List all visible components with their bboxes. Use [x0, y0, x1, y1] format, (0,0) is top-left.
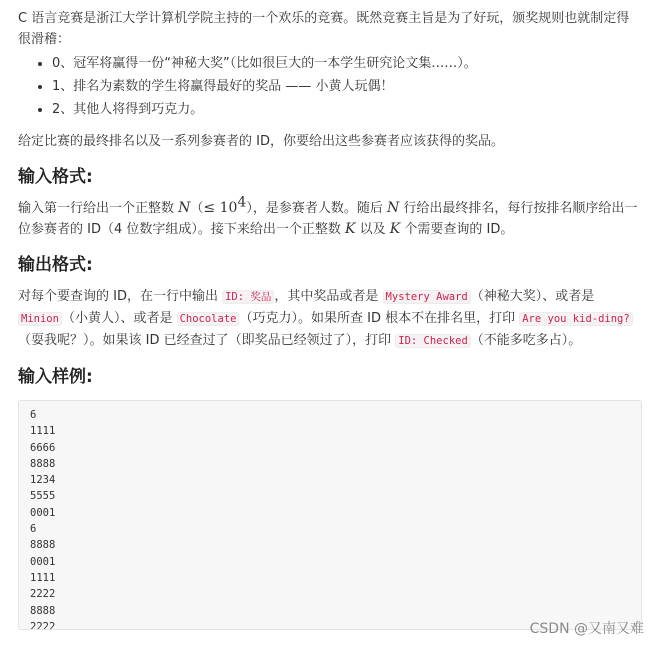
- input-format-paragraph: [18, 194, 642, 240]
- sample-line: 2222: [30, 588, 56, 601]
- output-format-heading: 输出格式:: [18, 255, 93, 275]
- math-var-k: K: [389, 221, 401, 237]
- sample-line: 1234: [30, 474, 56, 487]
- rule-item: • 2、其他人将得到巧克力。: [52, 98, 642, 121]
- watermark: CSDN @又南又难: [529, 621, 644, 637]
- math-le: ≤ 10: [203, 200, 238, 216]
- text: ），是参赛者人数。随后: [246, 201, 387, 216]
- math-exponent: 4: [237, 194, 247, 211]
- text: 输入第一行给出一个正整数: [18, 201, 179, 216]
- text: （: [190, 201, 204, 216]
- text: （耍我呢？）。如果该 ID 已经查过了（即奖品已经领过了），打印: [18, 333, 396, 348]
- code-id-checked: ID: Checked: [395, 334, 471, 348]
- sample-line: 8888: [30, 539, 56, 552]
- text: 对每个要查询的 ID，在一行中输出: [18, 289, 223, 304]
- code-minion: Minion: [18, 312, 62, 326]
- sample-input-heading: 输入样例:: [18, 367, 93, 387]
- intro-paragraph: C 语言竞赛是浙江大学计算机学院主持的一个欢乐的竞赛。既然竞赛主旨是为了好玩，颁奖规则也就制定得很滑稽：: [18, 11, 630, 47]
- sample-line: 0001: [30, 506, 56, 519]
- text: （神秘大奖）、或者是: [470, 289, 595, 304]
- text: 行给出最终排名，每行按排名顺序给出一位参赛者的 ID（4 位数字组成）。接下来给出一个正整数: [18, 201, 638, 237]
- input-format-heading: 输入格式:: [18, 167, 93, 187]
- text: 以及: [355, 222, 390, 237]
- sample-line: 8888: [30, 457, 56, 470]
- sample-input-code-block[interactable]: [18, 400, 642, 630]
- sample-line: 1111: [30, 571, 56, 584]
- code-are-you-kidding: Are you kid-ding?: [519, 312, 632, 326]
- text: 个需要查询的 ID。: [400, 222, 514, 237]
- sample-line: 5555: [30, 490, 56, 503]
- text: （不能多吃多占）。: [470, 333, 582, 348]
- code-id-prize: ID: 奖品: [222, 290, 274, 304]
- task-paragraph: 给定比赛的最终排名以及一系列参赛者的 ID，你要给出这些参赛者应该获得的奖品。: [18, 134, 504, 149]
- sample-line: 2222: [30, 620, 56, 630]
- rules-list: [18, 52, 642, 121]
- sample-line: 0001: [30, 555, 56, 568]
- rule-item: • 1、排名为素数的学生将赢得最好的奖品 —— 小黄人玩偶！: [52, 75, 642, 98]
- output-format-paragraph: [18, 286, 642, 352]
- text: ，其中奖品或者是: [274, 289, 383, 304]
- rule-item: • 0、冠军将赢得一份“神秘大奖”（比如很巨大的一本学生研究论文集……）。: [52, 52, 642, 75]
- code-mystery-award: Mystery Award: [383, 290, 471, 304]
- sample-line: 6: [30, 523, 37, 536]
- sample-line: 6: [30, 409, 37, 421]
- math-var-n: N: [178, 200, 191, 216]
- sample-line: 8888: [30, 604, 56, 617]
- text: （巧克力）。如果所查 ID 根本不在排名里，打印: [239, 311, 520, 326]
- math-var-k: K: [345, 221, 356, 237]
- text: （小黄人）、或者是: [61, 311, 177, 326]
- code-chocolate: Chocolate: [177, 312, 240, 326]
- sample-line: 6666: [30, 441, 56, 454]
- math-var-n: N: [386, 200, 400, 216]
- sample-line: 1111: [30, 425, 56, 438]
